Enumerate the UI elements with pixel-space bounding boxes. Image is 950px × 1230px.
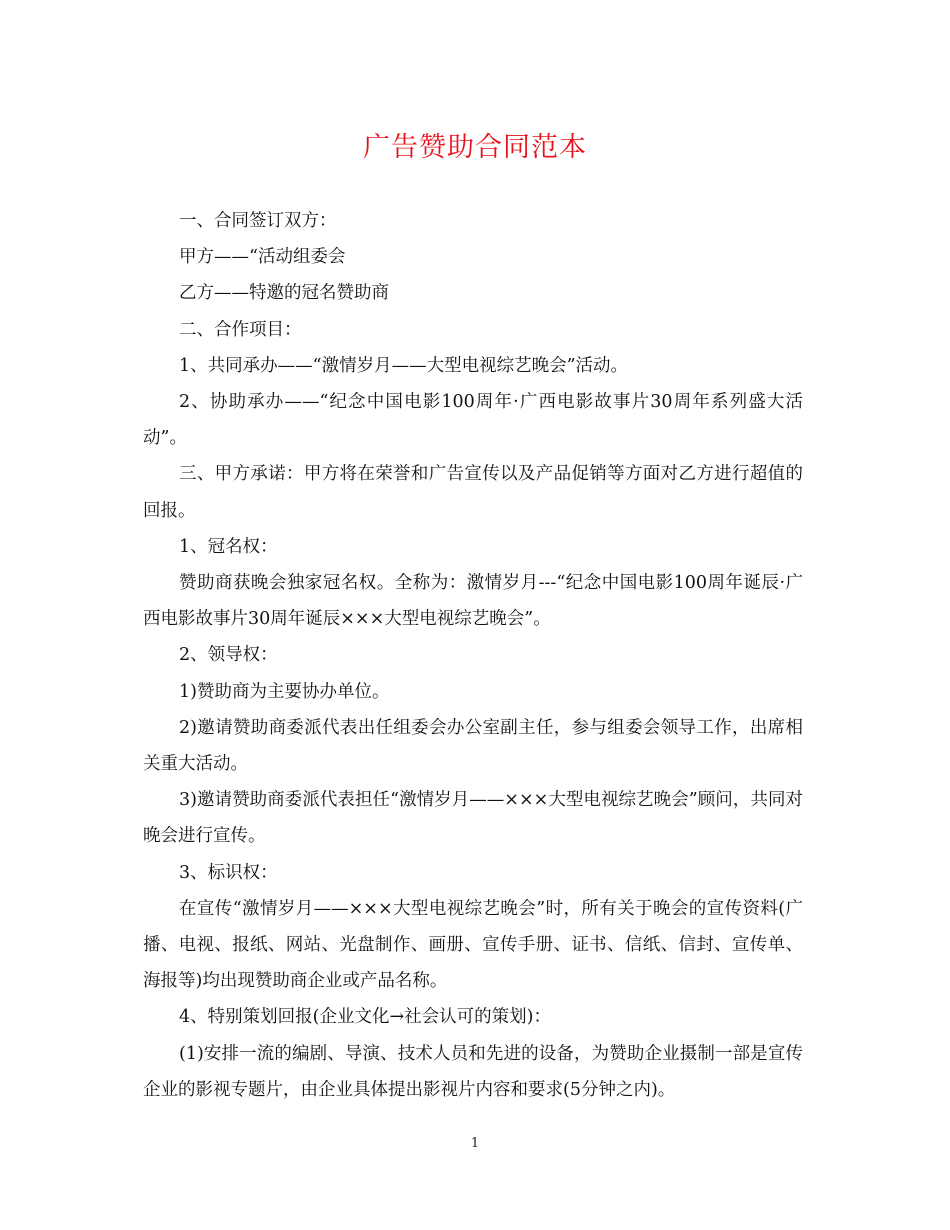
paragraph: 2)邀请赞助商委派代表出任组委会办公室副主任，参与组委会领导工作，出席相关重大活动。: [143, 717, 803, 775]
paragraph: 1)赞助商为主要协办单位。: [179, 681, 390, 702]
paragraph: 3、标识权：: [179, 862, 278, 883]
paragraph: 二、合作项目：: [179, 319, 302, 340]
paragraph: 在宣传“激情岁月——×××大型电视综艺晚会”时，所有关于晚会的宣传资料(广播、电视、报纸、网站、光盘制作、画册、宣传手册、证书、信纸、信封、宣传单、海报等)均出现赞助商企业或产品名称。: [143, 898, 803, 992]
document-title: 广告赞助合同范本: [363, 132, 587, 163]
paragraph: 2、领导权：: [179, 645, 278, 666]
page-number: 1: [470, 1136, 480, 1151]
paragraph: 2、协助承办——“纪念中国电影100周年·广西电影故事片30周年系列盛大活动”。: [143, 392, 803, 449]
paragraph: 一、合同签订双方：: [179, 211, 337, 231]
document-body: [143, 203, 803, 1108]
paragraph: 赞助商获晚会独家冠名权。全称为：激情岁月---“纪念中国电影100周年诞辰·广西电影故事片30周年诞辰×××大型电视综艺晚会”。: [143, 573, 803, 630]
paragraph: 4、特别策划回报(企业文化→社会认可的策划)：: [179, 1007, 551, 1028]
paragraph: 三、甲方承诺：甲方将在荣誉和广告宣传以及产品促销等方面对乙方进行超值的回报。: [143, 464, 803, 521]
paragraph: 3)邀请赞助商委派代表担任“激情岁月——×××大型电视综艺晚会”顾问，共同对晚会进行宣传。: [143, 790, 803, 847]
paragraph: (1)安排一流的编剧、导演、技术人员和先进的设备，为赞助企业摄制一部是宣传企业的影视专题片，由企业具体提出影视片内容和要求(5分钟之内)。: [143, 1043, 803, 1100]
paragraph: 1、共同承办——“激情岁月——大型电视综艺晚会”活动。: [179, 355, 629, 376]
paragraph: 乙方——特邀的冠名赞助商: [179, 283, 389, 304]
paragraph: 甲方——“活动组委会: [179, 247, 346, 268]
paragraph: 1、冠名权：: [179, 536, 278, 557]
